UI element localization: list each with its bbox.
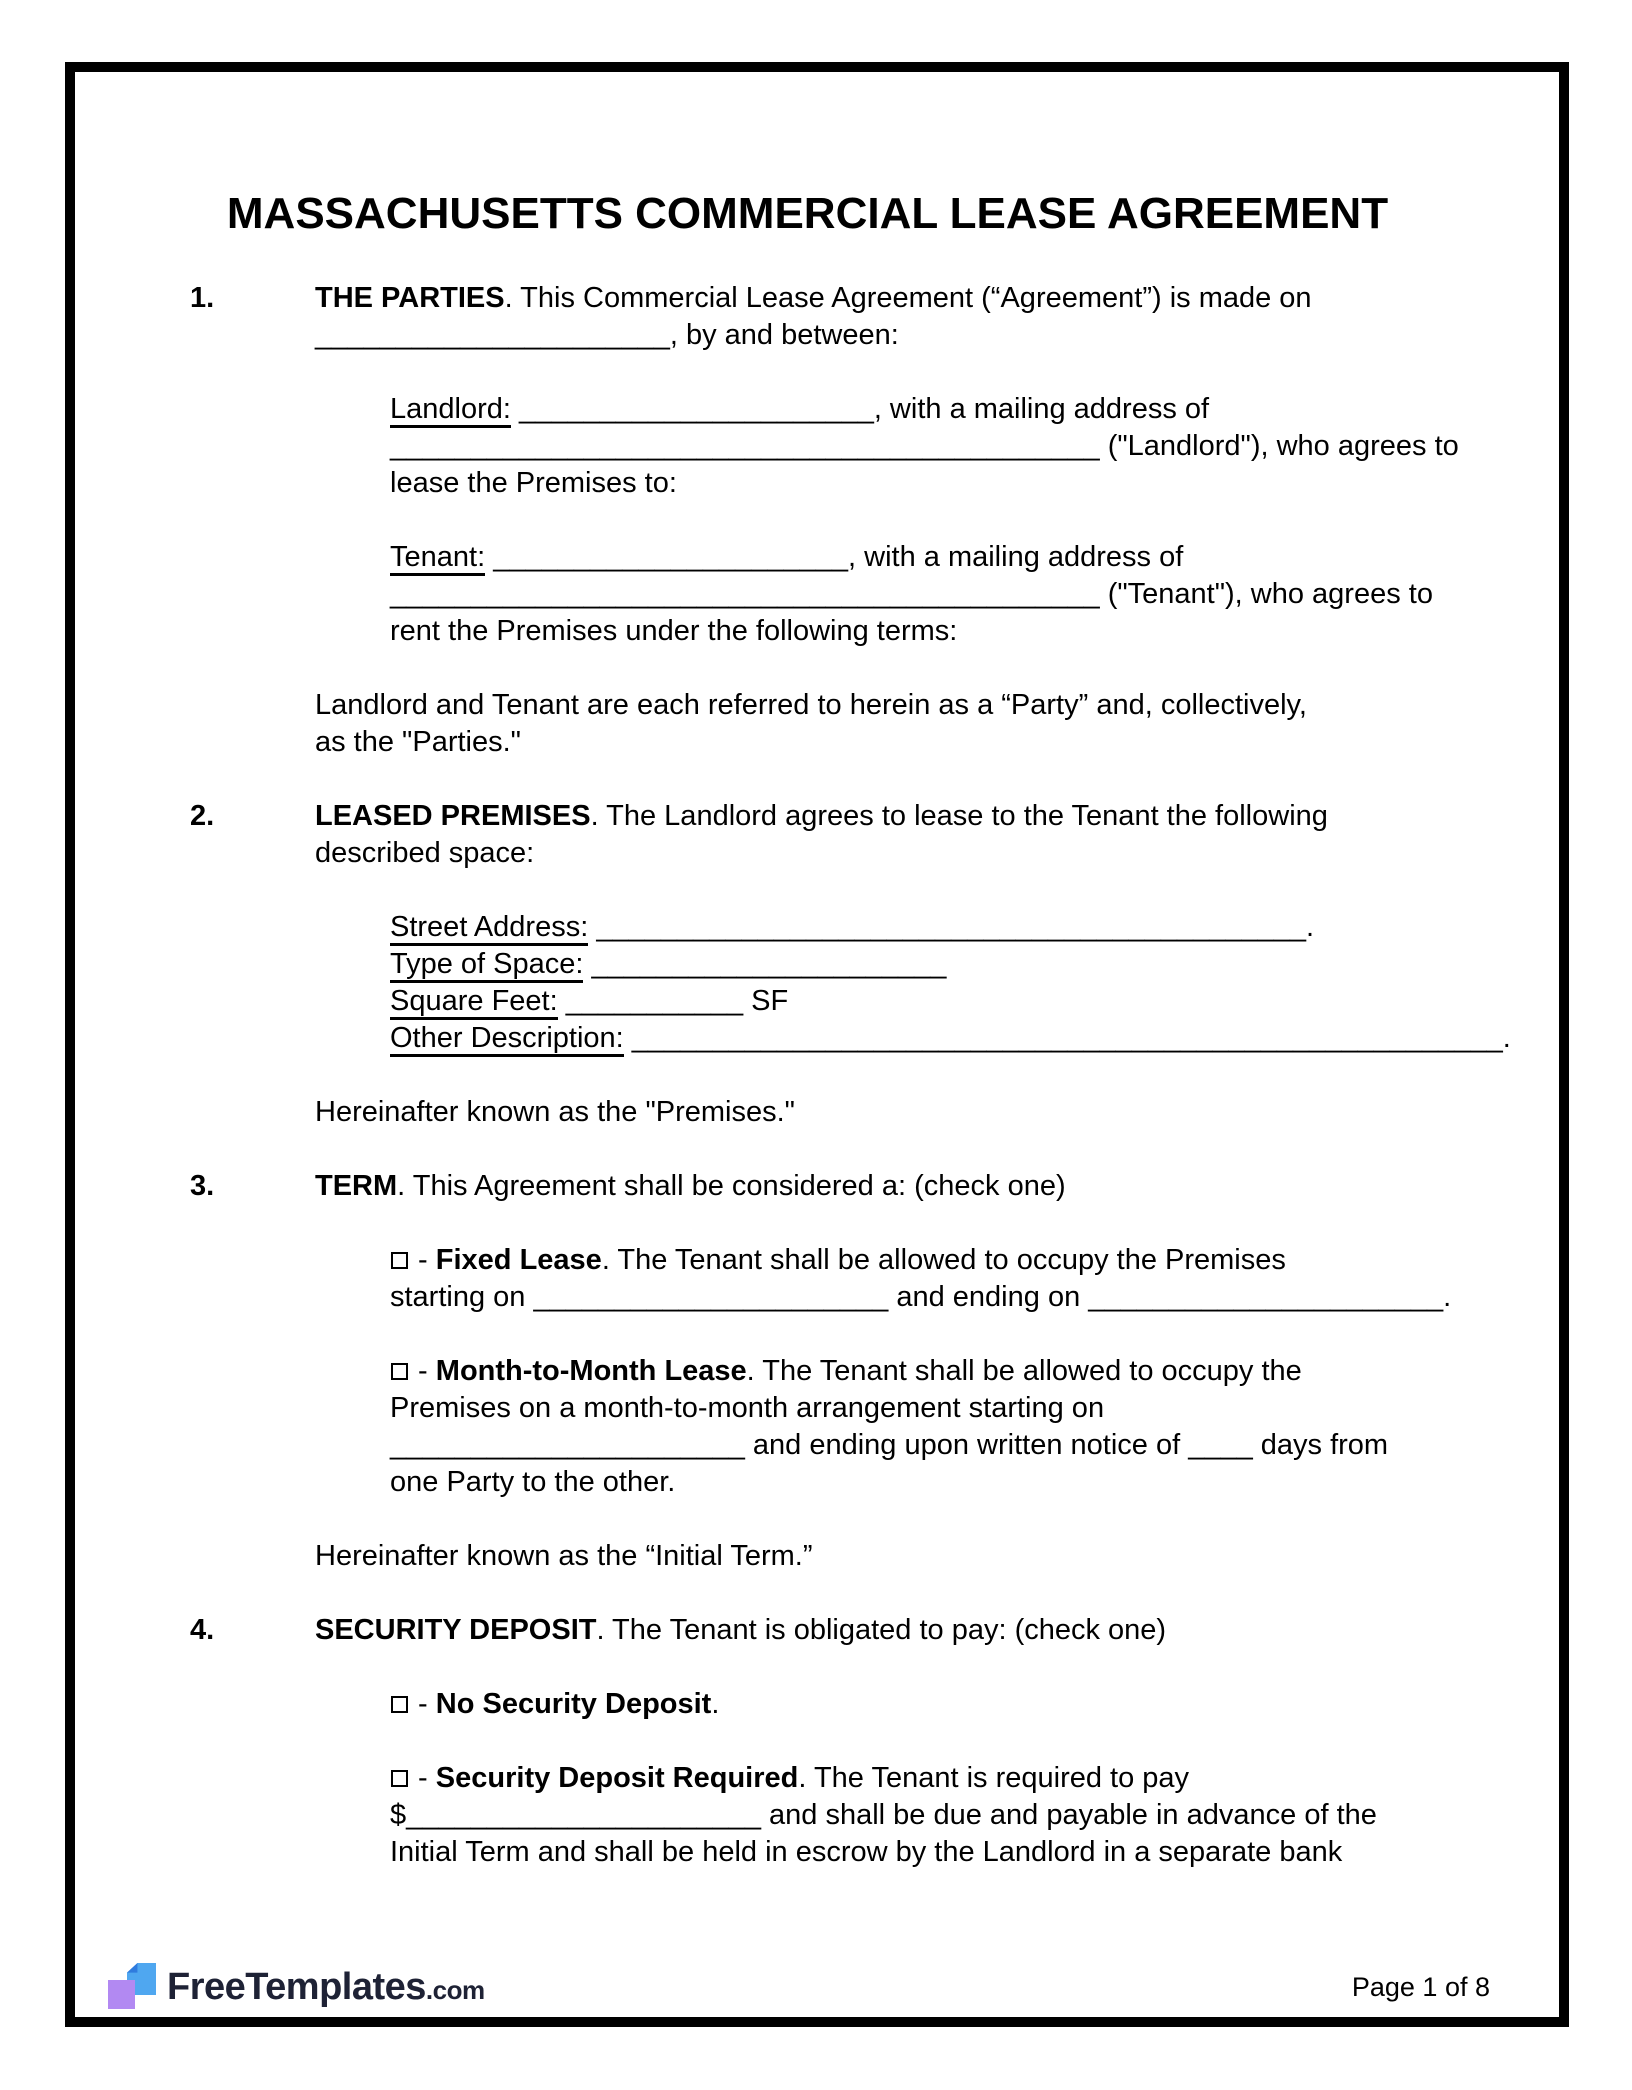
text-line [390,1686,1425,1723]
footer [108,1963,1490,2011]
underlined-label: Landlord: [390,393,511,428]
section-number: 4. [190,1614,215,1646]
text: lease the Premises to: [390,467,677,499]
text: described space: [315,837,535,869]
text: ______________________, with a mailing address of [510,393,1210,425]
text: one Party to the other. [390,1466,676,1498]
brand-name: FreeTemplates [167,1965,426,2008]
text: - [410,1244,436,1276]
text: . The Tenant is required to pay [798,1762,1190,1794]
underlined-label: Street Address: [390,911,588,946]
text-line [390,1760,1425,1797]
section-number: 1. [190,282,215,314]
text: starting on ______________________ and ending on ______________________. [390,1281,1452,1313]
section [190,280,1459,798]
text: - [410,1688,436,1720]
text: rent the Premises under the following terms: [390,615,958,647]
section-number: 2. [190,800,215,832]
text: . This Commercial Lease Agreement (“Agreement”) is made on [504,282,1312,314]
brand-logo [108,1963,485,2011]
bold-text: LEASED PREMISES [315,800,591,832]
page-number: Page 1 of 8 [1351,1971,1490,2002]
text: ___________ SF [557,985,789,1017]
text-line [390,576,1433,613]
paragraph [315,1538,1425,1575]
text: Initial Term and shall be held in escrow by the Landlord in a separate bank [390,1836,1343,1868]
text-line [315,724,1425,761]
paragraph [390,1353,1425,1501]
text-line [390,391,1425,428]
paragraph [315,1094,1425,1131]
text-line [390,465,1425,502]
text: ______________________ [583,948,947,980]
checkbox-icon [391,1252,408,1269]
paragraph [390,539,1433,650]
bold-text: Security Deposit Required [435,1762,799,1794]
section [190,798,1511,1168]
document-body [190,280,1511,1908]
text: as the "Parties." [315,726,521,758]
section-body [315,280,1459,798]
text-line [390,1020,1511,1057]
text-line [315,1538,1425,1575]
paragraph [390,391,1459,502]
paragraph [315,798,1425,872]
text: . This Agreement shall be considered a: (check one) [397,1170,1066,1202]
section-body [315,798,1511,1168]
text: Hereinafter known as the "Premises." [315,1096,795,1128]
section-body [315,1612,1425,1908]
text-line [315,280,1425,317]
underlined-label: Square Feet: [390,985,558,1020]
text: ______________________, with a mailing address of [485,541,1184,573]
text-line [390,613,1425,650]
text: - [410,1762,436,1794]
underlined-label: Tenant: [390,541,485,576]
checkbox-icon [391,1696,408,1713]
logo-purple-square-icon [108,1980,135,2009]
bold-text: SECURITY DEPOSIT [315,1614,597,1646]
text: ______________________________________________________. [623,1022,1511,1054]
text: ______________________ and ending upon written notice of ____ days from [390,1429,1389,1461]
text: . [711,1688,720,1720]
paragraph [315,280,1425,354]
section-body [315,1168,1452,1612]
bold-text: No Security Deposit [435,1688,712,1720]
paragraph [315,1612,1425,1649]
text-line [390,1390,1425,1427]
text-line [390,1279,1452,1316]
brand-suffix: .com [425,1974,485,2005]
text: ______________________, by and between: [315,319,899,351]
text: Hereinafter known as the “Initial Term.” [315,1540,813,1572]
section-number: 3. [190,1170,215,1202]
bold-text: Fixed Lease [435,1244,602,1276]
text-line [390,1353,1425,1390]
section [190,1612,1425,1908]
text: ____________________________________________ ("Landlord"), who agrees to [390,430,1459,462]
text: Premises on a month-to-month arrangement starting on [390,1392,1105,1424]
text-line [390,1242,1425,1279]
text-line [315,687,1425,724]
text-line [390,909,1425,946]
brand-logo-icon [108,1963,156,2011]
text: . The Tenant is obligated to pay: (check one) [596,1614,1167,1646]
text: . The Tenant shall be allowed to occupy the Premises [601,1244,1286,1276]
text: $______________________ and shall be due and payable in advance of the [390,1799,1377,1831]
section [190,1168,1452,1612]
text: . The Tenant shall be allowed to occupy the [746,1355,1302,1387]
text-line [390,1427,1425,1464]
checkbox-icon [391,1363,408,1380]
paragraph [390,1242,1452,1316]
paragraph [390,1686,1425,1723]
text-line [390,539,1425,576]
text-line [315,1168,1425,1205]
paragraph [315,687,1425,761]
text: ____________________________________________. [588,911,1315,943]
underlined-label: Other Description: [390,1022,624,1057]
text-line [315,835,1425,872]
bold-text: Month-to-Month Lease [435,1355,747,1387]
text: - [410,1355,436,1387]
text-line [390,428,1459,465]
text-line [315,1094,1425,1131]
text-line [390,1834,1425,1871]
checkbox-icon [391,1770,408,1787]
page-content [190,189,1511,1908]
bold-text: THE PARTIES [315,282,505,314]
brand-wordmark [167,1966,485,2009]
text-line [390,1464,1425,1501]
text-line [315,317,1425,354]
paragraph [390,909,1511,1057]
text-line [390,1797,1425,1834]
text-line [390,946,1425,983]
page-border [65,62,1569,2027]
text-line [315,798,1425,835]
underlined-label: Type of Space: [390,948,583,983]
bold-text: TERM [315,1170,398,1202]
text-line [315,1612,1425,1649]
text-line [390,983,1425,1020]
text: . The Landlord agrees to lease to the Tenant the following [590,800,1328,832]
paragraph [315,1168,1425,1205]
paragraph [390,1760,1425,1871]
page-title: MASSACHUSETTS COMMERCIAL LEASE AGREEMENT [226,189,1389,238]
text: Landlord and Tenant are each referred to herein as a “Party” and, collectively, [315,689,1307,721]
text: ____________________________________________ ("Tenant"), who agrees to [390,578,1433,610]
